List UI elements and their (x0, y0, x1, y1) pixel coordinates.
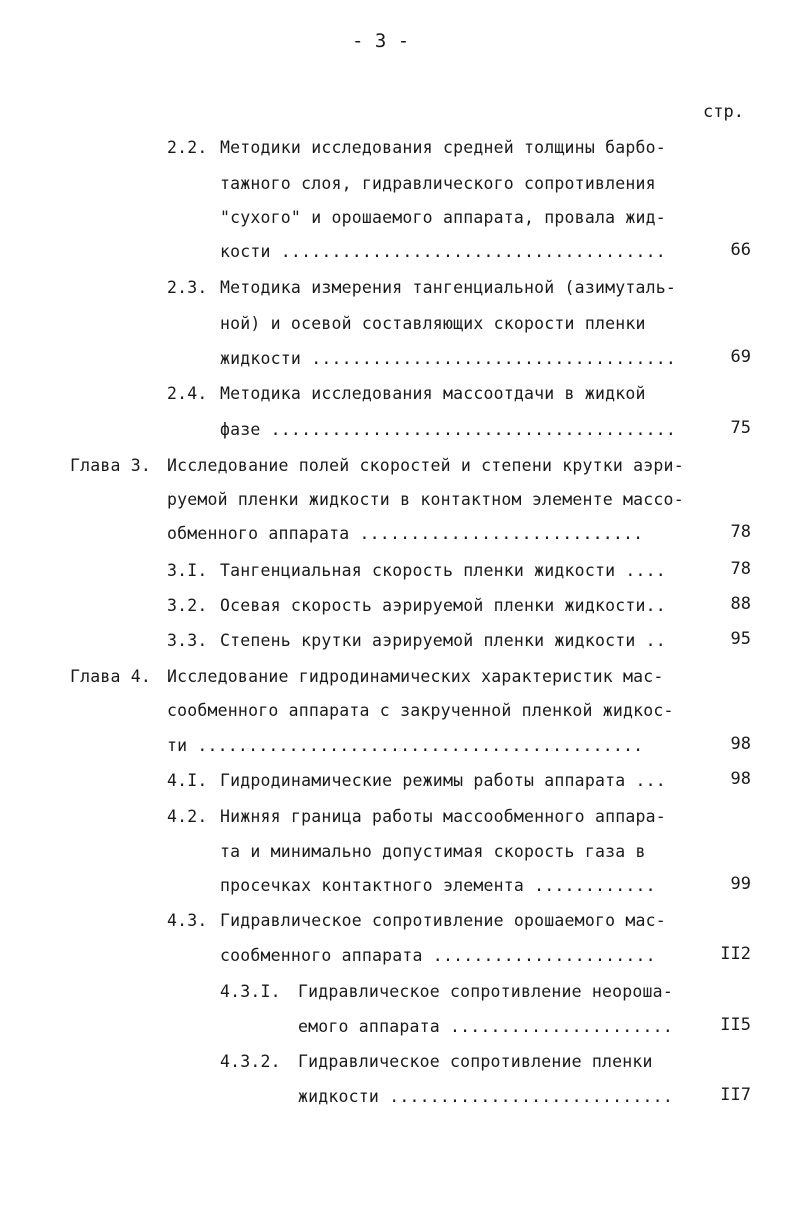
entry-number: 3.I. (167, 561, 208, 580)
entry-number: 3.3. (167, 631, 208, 650)
entry-title-line: та и минимально допустимая скорость газа в (220, 842, 646, 861)
entry-title-line: Методика исследования массоотдачи в жидкой (220, 384, 646, 403)
page-column-label: стр. (703, 102, 744, 122)
entry-number: 4.I. (167, 771, 208, 790)
entry-page: 99 (730, 874, 751, 894)
entry-title-line: Гидравлическое сопротивление орошаемого мас- (220, 911, 666, 930)
entry-number: 4.3. (167, 911, 208, 930)
entry-title-line: жидкости .................................... (220, 349, 677, 368)
entry-title-line: Методики исследования средней толщины барбо- (220, 138, 666, 157)
entry-title-line: "сухого" и орошаемого аппарата, провала жид- (220, 208, 666, 227)
entry-title-line: Гидродинамические режимы работы аппарата ... (220, 771, 666, 790)
entry-page: 88 (730, 594, 751, 614)
entry-title-line: емого аппарата ...................... (298, 1017, 673, 1036)
entry-number: 4.3.I. (220, 982, 281, 1001)
entry-title-line: тажного слоя, гидравлического сопротивления (220, 174, 656, 193)
entry-number: 2.3. (167, 278, 208, 297)
entry-number: 4.2. (167, 807, 208, 826)
entry-title-line: Степень крутки аэрируемой пленки жидкости .. (220, 631, 666, 650)
entry-number: 2.2. (167, 138, 208, 157)
entry-page: 75 (730, 418, 751, 438)
entry-title-line: Нижняя граница работы массообменного аппара- (220, 807, 666, 826)
chapter-title-line: Исследование гидродинамических характеристик мас- (167, 667, 664, 686)
entry-number: 4.3.2. (220, 1052, 281, 1071)
chapter-number: Глава 3. (70, 456, 152, 475)
chapter-title-line: обменного аппарата ............................ (167, 524, 644, 543)
entry-title-line: сообменного аппарата ...................... (220, 946, 656, 965)
entry-page: 95 (730, 629, 751, 649)
entry-page: 66 (730, 240, 751, 260)
entry-page: 98 (730, 734, 751, 754)
entry-title-line: Методика измерения тангенциальной (азимуталь- (220, 278, 677, 297)
entry-title-line: ной) и осевой составляющих скорости пленки (220, 314, 646, 333)
chapter-title-line: сообменного аппарата с закрученной пленкой жидкос- (167, 701, 674, 720)
entry-title-line: фазе ........................................ (220, 420, 677, 439)
chapter-title-line: руемой пленки жидкости в контактном элементе массо- (167, 490, 684, 509)
entry-title-line: Осевая скорость аэрируемой пленки жидкости.. (220, 596, 666, 615)
entry-page: II5 (720, 1015, 751, 1035)
entry-title-line: Гидравлическое сопротивление пленки (298, 1052, 653, 1071)
entry-number: 2.4. (167, 384, 208, 403)
page-number: - 3 - (352, 30, 410, 52)
entry-title-line: Тангенциальная скорость пленки жидкости .... (220, 561, 666, 580)
entry-page: II2 (720, 944, 751, 964)
entry-number: 3.2. (167, 596, 208, 615)
entry-page: 69 (730, 347, 751, 367)
entry-title-line: жидкости ............................ (298, 1087, 673, 1106)
entry-title-line: кости ...................................... (220, 242, 666, 261)
entry-title-line: Гидравлическое сопротивление неороша- (298, 982, 673, 1001)
chapter-number: Глава 4. (70, 667, 152, 686)
entry-page: 78 (730, 522, 751, 542)
chapter-title-line: ти ............................................ (167, 736, 644, 755)
entry-title-line: просечках контактного элемента ............ (220, 876, 656, 895)
chapter-title-line: Исследование полей скоростей и степени крутки аэри- (167, 456, 684, 475)
entry-page: 78 (730, 559, 751, 579)
entry-page: II7 (720, 1085, 751, 1105)
entry-page: 98 (730, 769, 751, 789)
